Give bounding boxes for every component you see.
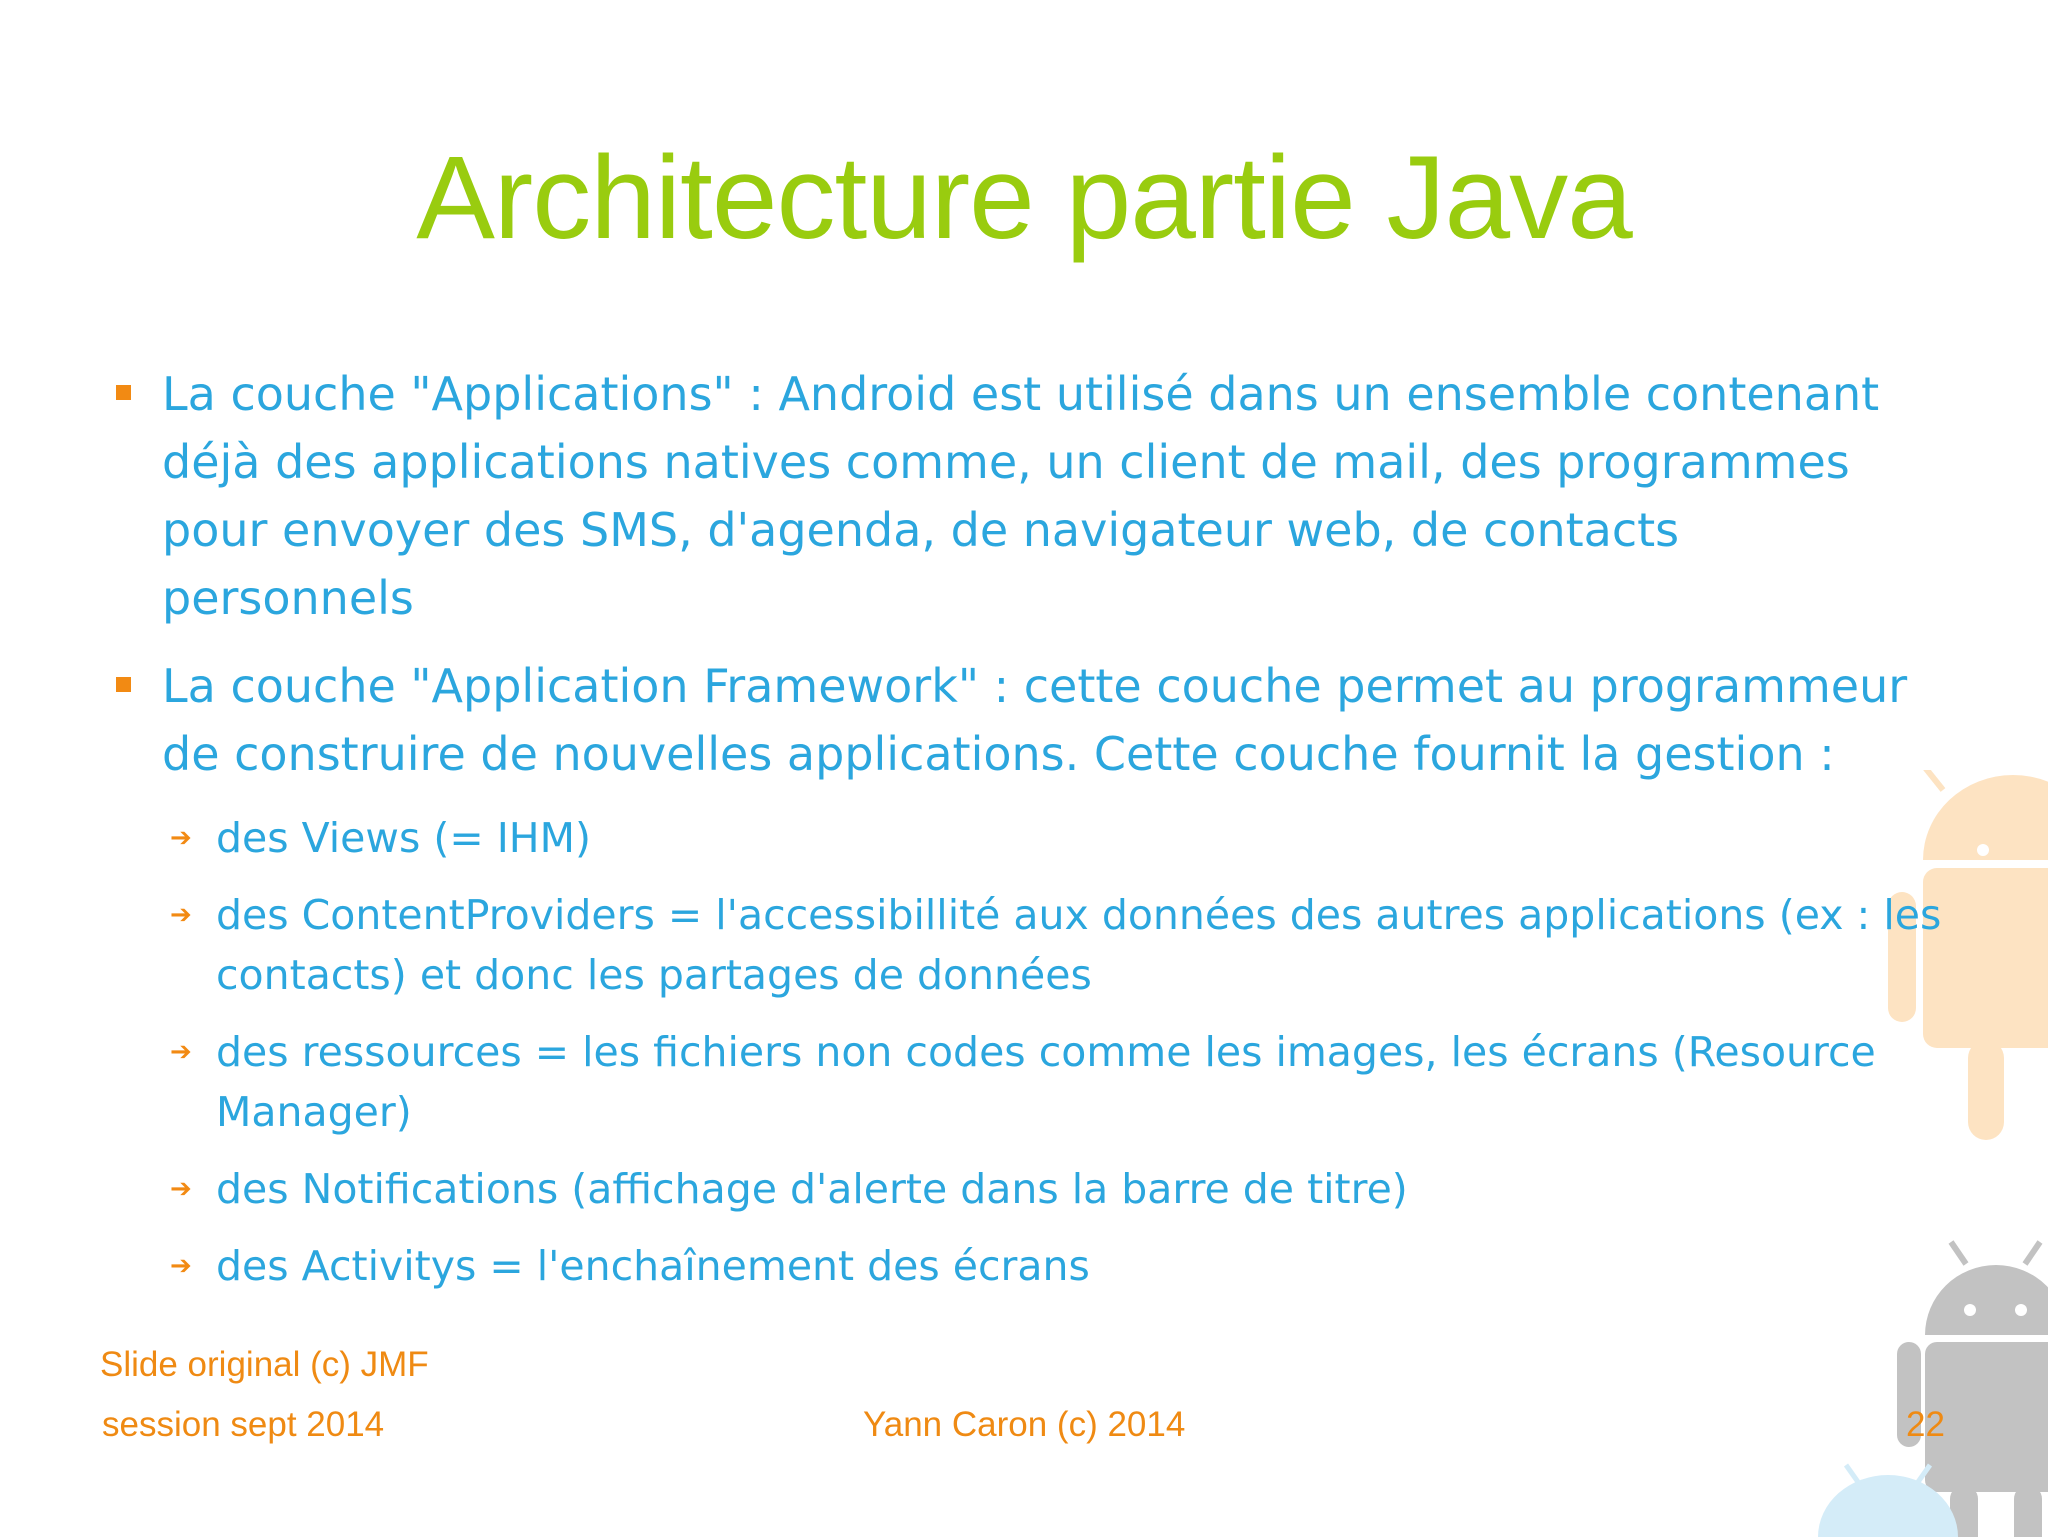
- arrow-bullet-icon: ➔: [170, 1251, 192, 1281]
- bullet-item: [110, 360, 1930, 632]
- arrow-bullet-icon: ➔: [170, 1037, 192, 1067]
- arrow-bullet-icon: ➔: [170, 1174, 192, 1204]
- footer-credit-line1: Slide original (c) JMF: [100, 1345, 429, 1384]
- sub-bullet-text: des ressources = les fichiers non codes comme les images, les écrans (Resource Manager): [216, 1028, 1876, 1136]
- sub-bullet-item: [110, 1159, 1976, 1219]
- sub-bullet-text: des Notifications (affichage d'alerte dans la barre de titre): [216, 1165, 1408, 1213]
- footer-author: Yann Caron (c) 2014: [863, 1405, 1186, 1444]
- sub-bullet-item: [110, 1022, 1976, 1142]
- arrow-bullet-icon: ➔: [170, 823, 192, 853]
- sub-bullet-text: des Views (= IHM): [216, 814, 592, 862]
- arrow-bullet-icon: ➔: [170, 900, 192, 930]
- square-bullet-icon: [116, 385, 131, 400]
- sub-bullet-list: [110, 808, 1942, 1296]
- sub-bullet-item: [110, 885, 1976, 1005]
- sub-bullet-item: [110, 1236, 1976, 1296]
- footer-credit-line2: session sept 2014: [102, 1405, 385, 1444]
- sub-bullet-text: des ContentProviders = l'accessibillité aux données des autres applications (ex : les contacts) et donc les partages de données: [216, 891, 1942, 999]
- bullet-item: [110, 652, 1930, 788]
- bullet-text: La couche "Applications" : Android est utilisé dans un ensemble contenant déjà des applications natives comme, un client de mail, des programmes pour envoyer des SMS, d'agenda, de navigateur web, de contacts personnels: [162, 367, 1880, 625]
- page-number: 22: [1906, 1405, 1945, 1444]
- sub-bullet-text: des Activitys = l'enchaînement des écrans: [216, 1242, 1090, 1290]
- bullet-text: La couche "Application Framework" : cette couche permet au programmeur de construire de nouvelles applications. Cette couche fournit la gestion :: [162, 659, 1908, 781]
- square-bullet-icon: [116, 677, 131, 692]
- slide-body: [110, 360, 1942, 1313]
- sub-bullet-item: [110, 808, 1976, 868]
- slide-title: Architecture partie Java: [416, 132, 1632, 264]
